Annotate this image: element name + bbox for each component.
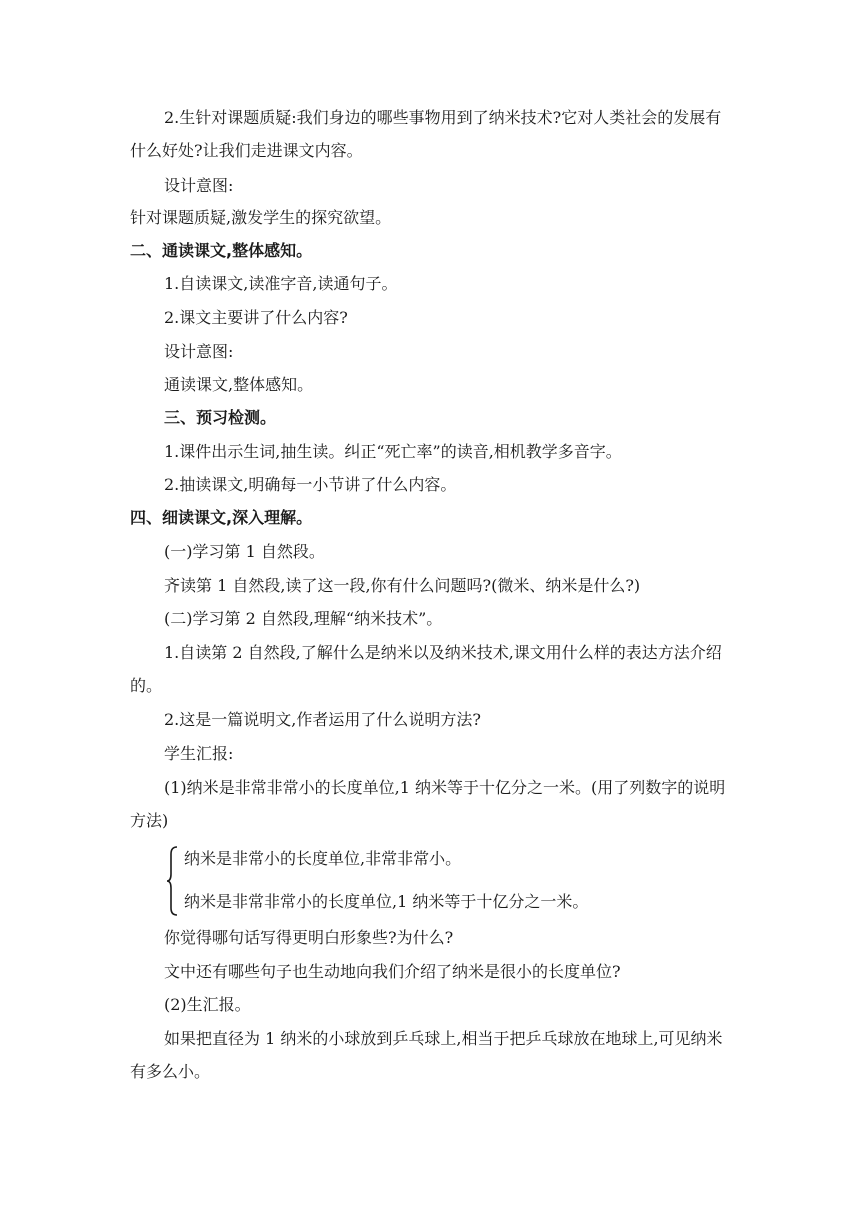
subsection-heading: (一)学习第 1 自然段。 (164, 542, 325, 561)
subsection-heading: (二)学习第 2 自然段,理解“纳米技术”。 (164, 609, 443, 628)
design-intent-label: 设计意图: (164, 176, 234, 195)
list-item: 2.这是一篇说明文,作者运用了什么说明方法? (164, 710, 481, 729)
design-intent-label: 设计意图: (164, 342, 234, 361)
paragraph: 文中还有哪些句子也生动地向我们介绍了纳米是很小的长度单位? (164, 962, 621, 981)
list-item: 2.抽读课文,明确每一小节讲了什么内容。 (164, 475, 457, 494)
list-item: 1.课件出示生词,抽生读。纠正“死亡率”的读音,相机教学多音字。 (164, 442, 622, 461)
list-item: 1.自读第 2 自然段,了解什么是纳米以及纳米技术,课文用什么样的表达方法介绍的。 (130, 643, 722, 695)
compare-sentence-1: 纳米是非常小的长度单位,非常非常小。 (184, 849, 462, 868)
paragraph: 你觉得哪句话写得更明白形象些?为什么? (164, 928, 454, 947)
list-item: 1.自读课文,读准字音,读通句子。 (164, 274, 398, 293)
student-report-2: (2)生汇报。 (164, 995, 251, 1014)
student-report-1: (1)纳米是非常非常小的长度单位,1 纳米等于十亿分之一米。(用了列数字的说明方法) (130, 778, 726, 830)
section-heading-2: 二、通读课文,整体感知。 (130, 241, 313, 260)
list-item: 2.课文主要讲了什么内容? (164, 308, 348, 327)
section-heading-4: 四、细读课文,深入理解。 (130, 508, 313, 527)
paragraph-question: 2.生针对课题质疑:我们身边的哪些事物用到了纳米技术?它对人类社会的发展有什么好处?让我们走进课文内容。 (130, 108, 722, 160)
section-heading-3: 三、预习检测。 (164, 408, 277, 427)
paragraph: 通读课文,整体感知。 (164, 375, 314, 394)
paragraph: 如果把直径为 1 纳米的小球放到乒乓球上,相当于把乒乓球放在地球上,可见纳米有多么小。 (130, 1029, 723, 1081)
paragraph: 学生汇报: (164, 744, 234, 763)
paragraph: 齐读第 1 自然段,读了这一段,你有什么问题吗?(微米、纳米是什么?) (164, 576, 641, 595)
paragraph: 针对课题质疑,激发学生的探究欲望。 (130, 208, 392, 227)
curly-brace-icon (166, 846, 178, 916)
compare-sentence-2: 纳米是非常非常小的长度单位,1 纳米等于十亿分之一米。 (184, 892, 589, 911)
